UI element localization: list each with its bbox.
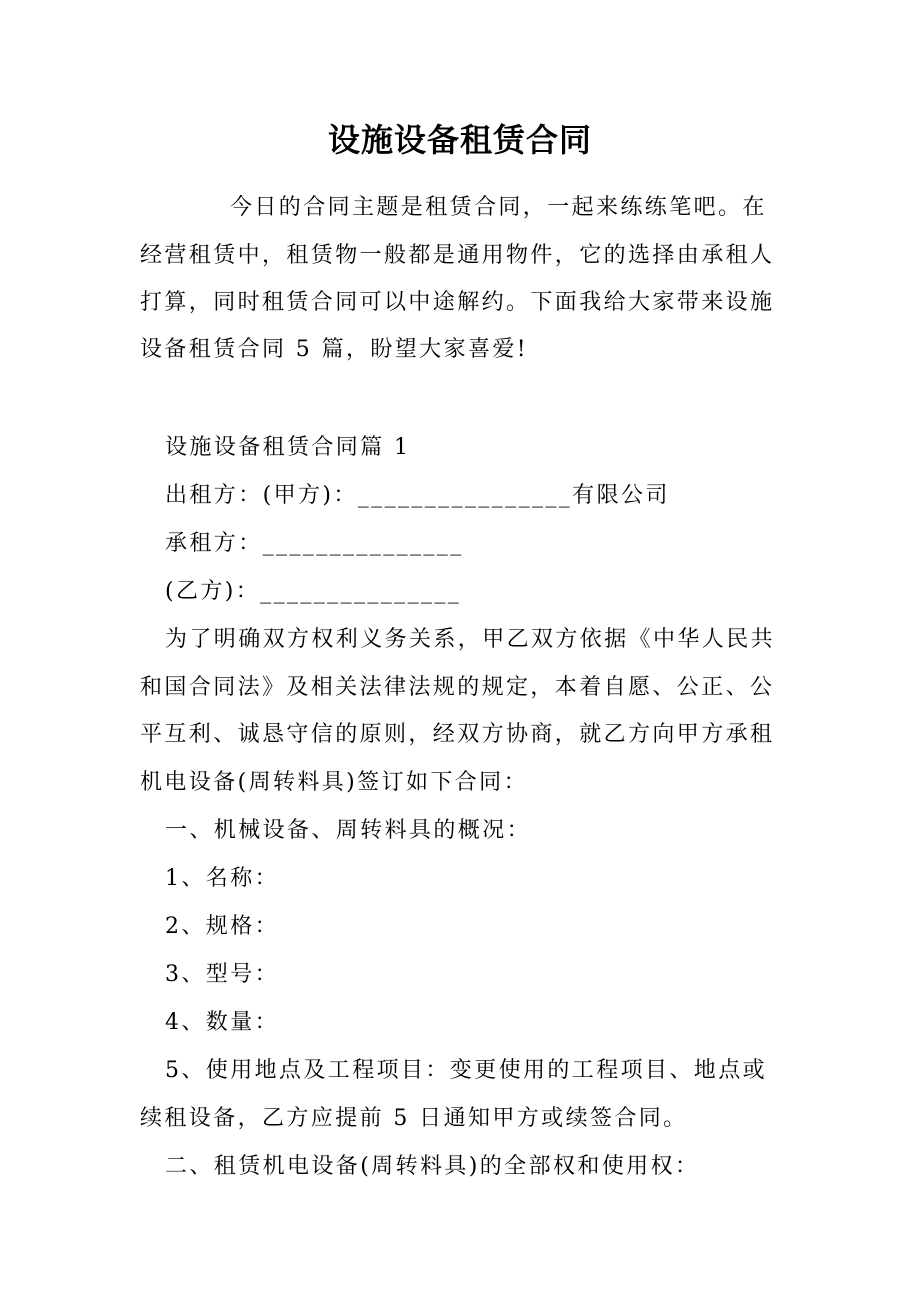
preamble-line-4: 机电设备(周转料具)签订如下合同： [140,770,528,795]
intro-line-4: 设备租赁合同 5 篇，盼望大家喜爱! [140,337,529,362]
clause-1-heading: 一、机械设备、周转料具的概况： [165,818,532,843]
intro-line-2: 经营租赁中，租赁物一般都是通用物件，它的选择由承租人 [140,243,775,268]
item-location-line-2: 续租设备，乙方应提前 5 日通知甲方或续签合同。 [140,1106,688,1131]
party-b: (乙方)：_______________ [165,579,462,604]
clause-2-heading: 二、租赁机电设备(周转料具)的全部权和使用权： [165,1154,700,1179]
intro-line-3: 打算，同时租赁合同可以中途解约。下面我给大家带来设施 [140,290,775,315]
section-title: 设施设备租赁合同篇 1 [165,435,411,460]
document-title: 设施设备租赁合同 [327,121,592,159]
item-spec: 2、规格： [165,914,279,939]
item-model: 3、型号： [165,962,279,987]
intro-line-1: 今日的合同主题是租赁合同，一起来练练笔吧。在 [230,195,767,220]
item-name: 1、名称： [165,866,279,891]
party-lessee: 承租方：_______________ [165,531,464,556]
preamble-line-3: 平互利、诚恳守信的原则，经双方协商，就乙方向甲方承租 [140,722,775,747]
item-location-line-1: 5、使用地点及工程项目：变更使用的工程项目、地点或 [165,1058,767,1083]
party-lessor: 出租方：(甲方)：________________有限公司 [165,483,670,508]
preamble-line-1: 为了明确双方权利义务关系，甲乙双方依据《中华人民共 [165,627,776,652]
item-quantity: 4、数量： [165,1010,279,1035]
preamble-line-2: 和国合同法》及相关法律法规的规定，本着自愿、公正、公 [140,675,775,700]
